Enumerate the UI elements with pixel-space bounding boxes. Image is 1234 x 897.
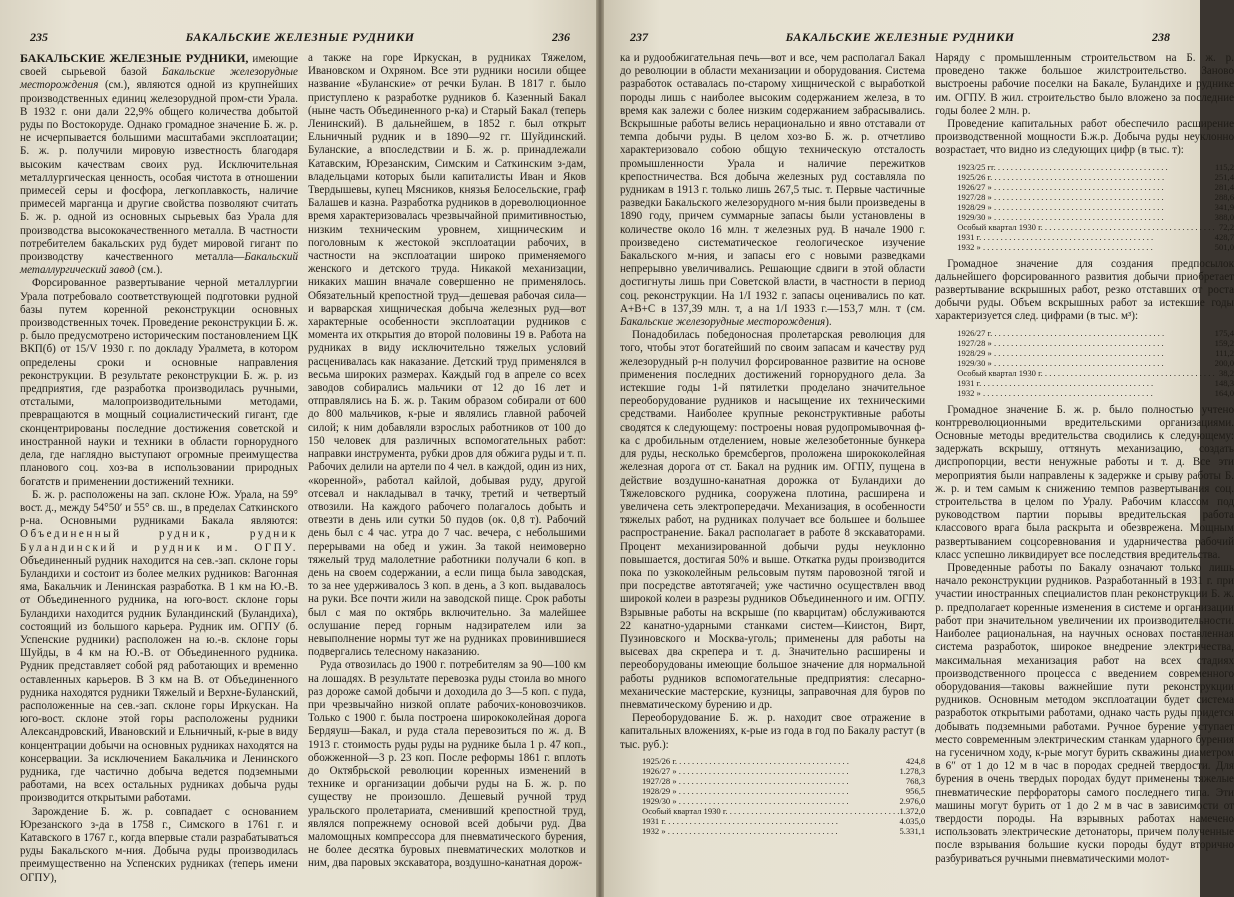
row-value: 164,0 xyxy=(1214,387,1234,398)
row-value: 956,5 xyxy=(905,785,926,796)
row-value: 1.372,0 xyxy=(899,805,926,816)
table-row xyxy=(957,192,1234,202)
paragraph: Руда отвозилась до 1900 г. потребителям за 90—100 км на лошадях. В результате перевозка руды стоила во много раз дороже самой добычи и доходила до 3—5 коп. с пуда, при чрезвычайно низкой оплате рабочих-коновозчиков. Только с 1900 г. была построена ширококолейная дорога Бердяуш—Бакал, и руда стала перевозиться по ж. д. В 1913 г. стоимость руды руды на руднике была 1 р. 47 коп., обожженной—3 р. 23 коп. После реформы 1861 г. вплоть до Октябрьской революции коренных изменений в технике и организации добычи руды на Б. ж. р. по существу не произошло. Дешевый ручной труд уральского пролетариата, сменивший крепостной труд, являлся попрежнему основой всей добычи руд. Два маломощных компрессора для пневматического бурения, не более десятка буровых пневматических молотков и ним, два паровых экскаватора, воздушно-канатная дорож- xyxy=(308,659,586,870)
text-columns xyxy=(620,52,1234,891)
table-row xyxy=(957,368,1234,378)
row-label: 1932 » . . . . . . . . . . . . . . . . . . . . . . . . . . . . . . . . . . . . . . . . xyxy=(957,241,1153,252)
row-label: 1923/25 гг. . . . . . . . . . . . . . . . . . . . . . . . . . . . . . . . . . . . . . . . . xyxy=(957,161,1168,172)
row-label: 1928/29 » . . . . . . . . . . . . . . . . . . . . . . . . . . . . . . . . . . . . . . . . xyxy=(957,201,1164,212)
column-2 xyxy=(308,52,586,891)
table-row xyxy=(642,796,925,806)
text-run: Б. ж. р. расположены на зап. склоне Юж. Урала, на 59° вост. д., между 54°50′ и 55° св. ш., в пределах Саткинского р-на. Основными рудниками Бакала являются: xyxy=(20,488,298,528)
row-value: 200,0 xyxy=(1214,357,1234,368)
row-value: 4.035,0 xyxy=(899,815,926,826)
row-value: 38,2 xyxy=(1218,367,1234,378)
row-value: 148,3 xyxy=(1214,377,1234,388)
cross-reference: Бакальские железорудные месторождения xyxy=(20,66,298,92)
table-row xyxy=(957,212,1234,222)
text-run: (см.). xyxy=(137,264,163,277)
text-run: ка и рудообжигательная печь—вот и все, чем располагал Бакал до революции в области механизации и оборудования. Система разработок оставалась по-старому хищнической с выработкой породы лишь с наиболее высоким содержанием железа, в то время как залежи с более низким содержанием забрасывались. Вскрышные работы велись нерационально и явно отставали от темпа добычи руды. В целом хоз-во Б. ж. р. отчетливо характеризовало собою общую техническую отсталость промышленности Урала и наличие пережитков крепостничества. Вся добыча железных руд составляла по рудникам в 1913 г. только лишь 267,5 тыс. т. Первые частичные разведки Бакальского железорудного м-ния были произведены в 1890 году, причем суммарные запасы были установлены в количестве около 16 млн. т железных руд. В начале 1900 г. произведено систематическое геологическое изучение Бакальского м-ния, и запасы его с новыми разведками непрерывно увеличивались. Решающие сдвиги в этой области достигнуты лишь при Советской власти, в частности в период соц. реконструкции. На 1/I 1932 г. запасы оценивались по кат. A+B+C в 137,39 млн. т, а на 1/I 1933 г.—153,7 млн. т (см. xyxy=(620,52,926,315)
right-page xyxy=(600,0,1234,897)
ore-output-table xyxy=(957,162,1234,252)
row-value: 288,6 xyxy=(1214,191,1234,202)
book-gutter xyxy=(596,0,604,897)
text-columns xyxy=(20,52,586,891)
row-label: 1926/27 г. . . . . . . . . . . . . . . . . . . . . . . . . . . . . . . . . . . . . . . . . xyxy=(957,327,1165,338)
row-label: 1926/27 » . . . . . . . . . . . . . . . . . . . . . . . . . . . . . . . . . . . . . . . . xyxy=(642,765,849,776)
table-row xyxy=(642,816,925,826)
row-label: 1931 г. . . . . . . . . . . . . . . . . . . . . . . . . . . . . . . . . . . . . . . . . xyxy=(957,231,1154,242)
row-value: 115,2 xyxy=(1214,161,1234,172)
row-label: 1926/27 » . . . . . . . . . . . . . . . . . . . . . . . . . . . . . . . . . . . . . . . . xyxy=(957,181,1164,192)
table-row xyxy=(957,222,1234,232)
spaced-text: Объединенный рудник, рудник Буландинский и рудник им. ОГПУ. xyxy=(20,528,298,554)
row-value: 424,8 xyxy=(905,755,926,766)
paragraph: Проведение капитальных работ обеспечило расширение производственной мощности Б.ж.р. Добыча руды неуклонно возрастает, что видно из следующих цифр (в тыс. т): xyxy=(935,118,1234,157)
cross-reference: Бакальский металлургический завод xyxy=(20,251,298,277)
left-page xyxy=(0,0,600,897)
paragraph xyxy=(20,52,298,277)
table-row xyxy=(957,172,1234,182)
page-number: 236 xyxy=(552,30,570,44)
paragraph: Наряду с промышленным строительством на Б. ж. р. проведено также большое жилстроительство. Заново выстроены рабочие поселки на Бакале, Буландихе и руднике им. ОГПУ. В жил. строительство было вложено за последние годы более 2 млн. р. xyxy=(935,52,1234,117)
row-label: 1925/26 г. . . . . . . . . . . . . . . . . . . . . . . . . . . . . . . . . . . . . . . . . xyxy=(957,171,1165,182)
table-row xyxy=(957,162,1234,172)
table-row xyxy=(957,328,1234,338)
row-value: 1.278,3 xyxy=(899,765,926,776)
row-value: 341,9 xyxy=(1214,201,1234,212)
row-label: 1927/28 » . . . . . . . . . . . . . . . . . . . . . . . . . . . . . . . . . . . . . . . . xyxy=(957,337,1164,348)
table-row xyxy=(642,766,925,776)
row-label: 1932 » . . . . . . . . . . . . . . . . . . . . . . . . . . . . . . . . . . . . . . . . xyxy=(957,387,1153,398)
paragraph: Проведенные работы по Бакалу означают только лишь начало реконструкции рудников. Разработанный в 1931 г. при участии иностранных специалистов план реконструкции Б. ж. р. предполагает коренные изменения в системе и организации работ при значительном увеличении их производительности. Наиболее рациональная, на научных основах поставленная система разработок, широкое внедрение электричества, максимальная механизация работ на всех стадиях производственного процесса с введением современного оборудования—таковы важнейшие пути реконструкции рудников. Основным методом эксплоатации будет система разработок открытыми работами, однако часть руды придется добывать подземными работами. Ручное бурение уступает место современным электрическим станкам ударного бурения на гусеничном ходу, к-рые могут бурить скважины диаметром в 6″ от 1 до 12 м в час в породах средней твердости. Для бурения в очень твердых породах будут применены тяжелые пневматические перфораторы самого последнего типа. Эти машины могут бурить от 1 до 2 м в час в зависимости от твердости породы. На взрывных работах намечено использовать электрические детонаторы, причем полученные после взрывания большие куски породы будут вторично разбуриваться ручными пневматическими молот- xyxy=(935,562,1234,865)
row-label: Особый квартал 1930 г. . . . . . . . . . . . . . . . . . . . . . . . . . . . . . . . . . . . . . . . . xyxy=(957,367,1215,378)
table-row xyxy=(642,826,925,836)
page-number: 235 xyxy=(30,30,48,44)
table-row xyxy=(957,378,1234,388)
paragraph xyxy=(620,52,925,329)
table-row xyxy=(642,806,925,816)
paragraph: а также на горе Иркускан, в рудниках Тяжелом, Ивановском и Охряном. Все эти рудники носили общее название «Буланские» от речки Булан. В 1817 г. было приступлено к разработке рудников б. Казенный Бакал (ныне часть Объединенного р-ка) и Старый Бакал (теперь Ленинский). В дальнейшем, в 1852 г. был открыт Ельничный рудник и в 1890—92 гг. Шуйдинский. Буланские, а впоследствии и Б. ж. р. принадлежали Катавским, Юрезанским, Симским и Саткинским з-дам, владельцами которых были капиталисты Иван и Яков Твердышевы, купец Мясников, князья Белосельские, граф Балашев и казна. Разработка рудников в дореволюционное время характеризовалась чрезвычайной примитивностью, низким техническим уровнем, хищническим и поголовным к жестокой эксплоатации рабочих, в частности на эксплоатации широко применяемого женского и детского труда. Никакой механизации, никаких машин вначале совершенно не применялось. Обязательный крепостной труд—дешевая рабочая сила—и варварская хищническая добыча железных руд—вот характерные особенности эксплоатации рудников с момента их открытия до второй половины 19 в. Работа на рудниках в виду исключительно тяжелых условий расценивалась как наказание. Детский труд применялся в весьма широких размерах. Каждый год в апреле со всех заводов собирались мальчики от 12 до 16 лет и отправлялись на Б. ж. р. Таким образом собирали от 600 до 800 мальчиков, к-рые и являлись главной рабочей силой; к ним добавляли взрослых работников от 100 до 150 человек для различных вспомогательных работ: направки инструмента, рубки дров для обжига руды и т. п. Рабочих делили на артели по 4 чел. в каждой, один из них, «коренной», работал кайлой, добывая руду, другой отсевал и накладывал в тачку, третий и четвертый отвозили. На каждого рабочего полагалось добыть и отвезти в день или сутки 50 пудов (ок. 0,8 т). Рабочий день был с 4 час. утра до 7 час. вечера, с небольшими перерывами на обед и ужин. За такой неимоверно тяжелый труд малолетние работники получали 6 коп. в день на своем содержании, а если пища была заводская, то за нее удерживалось 3 коп. в день, а 3 коп. выдавалось на руки. Все почти жили на заводской пище. Срок работы был с мая по октябрь включительно. За малейшее ослушание перед горным надзирателем или за невыполнение нормы тут же на рудниках провинившиеся подвергались телесному наказанию. xyxy=(308,52,586,659)
running-head-right xyxy=(614,30,1186,48)
text-run: Объединенный рудник находится на сев.-зап. склоне горы Буландихи и состоит из более мелких рудников: Вагонная яма, Бакальчик и Ленинская разработка. В 1 км на Ю.-В. от Объединенного рудника, на юго-вост. склоне горы Буландихи находится рудник Буландинский (Буландиха), состоящий из большого карьера. Рудник им. ОГПУ (б. Успенские рудники) расположен на ю.-в. склоне горы Шуйды, в 4 км на Ю.-В. от Объединенного рудника. Рудник представляет собой ряд работающих и временно оставленных карьеров. В 3 км на В. от Объединенного рудника находятся рудники Тяжелый и Верхне-Буланский, расположенные на сев.-зап. склоне горы Иркускан. На юго-вост. склоне этой горы расположены рудники Александровский, Ивановский и Ельничный, к-рые в виду концентрации добычи на основных рудниках находятся на консервации. За исключением Бакальчика и Ленинского рудника, где частично добыча ведется подземными работами, на всех остальных рудниках добыча руды производится открытыми работами. xyxy=(20,554,298,805)
row-value: 251,4 xyxy=(1214,171,1234,182)
paragraph: Зарождение Б. ж. р. совпадает с основанием Юрезанского з-да в 1758 г., Симского в 1761 г. и Катавского в 1767 г., когда впервые стали разрабатываться руды Бакальского м-ния. Добыча руды производилась преимущественно на Успенских рудниках (теперь имени ОГПУ), xyxy=(20,805,298,884)
table-row xyxy=(957,242,1234,252)
column-4 xyxy=(935,52,1234,891)
row-value: 5.331,1 xyxy=(899,825,926,836)
table-row xyxy=(957,348,1234,358)
row-label: 1925/26 г. . . . . . . . . . . . . . . . . . . . . . . . . . . . . . . . . . . . . . . . . xyxy=(642,755,849,766)
text-run: ). xyxy=(825,316,832,329)
row-label: 1929/30 » . . . . . . . . . . . . . . . . . . . . . . . . . . . . . . . . . . . . . . . . xyxy=(957,211,1164,222)
headword: БАКАЛЬСКИЕ ЖЕЛЕЗНЫЕ РУДНИКИ, xyxy=(20,51,249,65)
row-value: 2.976,0 xyxy=(899,795,926,806)
stripping-table xyxy=(957,328,1234,398)
paragraph: Понадобилась победоносная пролетарская революция для того, чтобы этот богатейший по своим запасам и качеству руд железорудный р-н получил форсированное развитие на основе применения последних достижений горнорудного дела. За истекшие годы 1-й пятилетки проделано значительное переоборудование рудников и насыщение их техническими средствами. Наиболее крупные реконструктивные работы сводятся к следующему: построены новая рудопромывочная ф-ка с дробильным отделением, новые железобетонные бункера для руды, несколько бремсбергов, проложена ширококолейная железная дорога от ст. Бакал на рудник им. ОГПУ, пущена в действие воздушно-канатная дорожка от Буландихи до Тяжеловского рудника, сооружена плотина, расширена и увеличена сеть электропередачи. Механизация, в особенности тяжелых работ, на рудниках получает все большее и большее распространение. Бакал располагает в работе 8 экскаваторами. Процент механизированной добычи руды неуклонно повышается, достигая 50% и выше. Откатка руды производится пока по узкоколейным рельсовым путям паровозной тягой и при посредстве автотягачей; уже частично осуществлен ввод широкой колеи в разрезы рудников Объединенного и им. ОГПУ. Взрывные работы на вскрыше (по кварцитам) обслуживаются 22 канатно-ударными станками систем—Киистон, Вирт, Пузиновского и Москва-уголь; применены для работы на высевах два скрепера и т. д. Значительно расширены и переоборудованы имеющие большое значение для нормальной работы рудников вспомогательные предприятия: слесарно-механические мастерские, кузницы, заправочная для буров по пневматическому бурению и др. xyxy=(620,329,926,711)
table-row xyxy=(957,232,1234,242)
row-label: 1932 » . . . . . . . . . . . . . . . . . . . . . . . . . . . . . . . . . . . . . . . . xyxy=(642,825,838,836)
running-title: БАКАЛЬСКИЕ ЖЕЛЕЗНЫЕ РУДНИКИ xyxy=(785,30,1015,44)
table-row xyxy=(957,358,1234,368)
row-label: 1928/29 » . . . . . . . . . . . . . . . . . . . . . . . . . . . . . . . . . . . . . . . . xyxy=(957,347,1164,358)
row-value: 501,0 xyxy=(1214,241,1234,252)
paragraph: Форсированное развертывание черной металлургии Урала потребовало соответствующей подготовки рудной базы путем коренной реконструкции основных производственных точек. Проведение реконструкции Б. ж. р. было предусмотрено историческим постановлением ЦК ВКП(б) от 15/V 1930 г. по докладу Уралмета, в котором определены сроки и основные направления реконструкции. В результате реконструкции Б. ж. р. из предприятия, где разработка производилась ручными, отсталыми, малопроизводительными методами, превращаются в мощный социалистический гигант, где сконцентрированы последние достижения советской и иностранной науки и техники в области горнорудного дела, где наглядно выступают огромные преимущества планового соц. хоз-ва в использовании природных богатств и применении достижений техники. xyxy=(20,277,298,488)
paragraph xyxy=(20,489,298,806)
row-value: 159,2 xyxy=(1214,337,1234,348)
page-number: 237 xyxy=(630,30,648,44)
table-row xyxy=(642,756,925,766)
table-row xyxy=(957,202,1234,212)
row-label: 1928/29 » . . . . . . . . . . . . . . . . . . . . . . . . . . . . . . . . . . . . . . . . xyxy=(642,785,849,796)
row-value: 111,2 xyxy=(1215,347,1234,358)
row-value: 388,0 xyxy=(1214,211,1234,222)
row-value: 428,7 xyxy=(1214,231,1234,242)
row-label: 1931 г. . . . . . . . . . . . . . . . . . . . . . . . . . . . . . . . . . . . . . . . . xyxy=(957,377,1154,388)
row-label: 1931 г. . . . . . . . . . . . . . . . . . . . . . . . . . . . . . . . . . . . . . . . . xyxy=(642,815,838,826)
investment-table xyxy=(642,756,925,836)
row-label: 1927/28 » . . . . . . . . . . . . . . . . . . . . . . . . . . . . . . . . . . . . . . . . xyxy=(642,775,849,786)
text-run: (см.), являются одной из крупнейших производственных единиц железорудной пром-сти Урала. В 1932 г. они дали 22,9% общего количества добытой руды по Востокоруде. Однако громадное значение Б. ж. р. не исчерпывается большими масштабами эксплоатации; Б. ж. р. получили мировую известность благодаря высоким качествам своих руд. Исключительная металлургическая ценность, особая чистота в отношении примесей серы и фосфора, легкоплавкость, наличие примесей марганца и другие свойства позволяют считать Б. ж. р. одной из основных сырьевых баз Урала для производства высококачественного металла. В частности потребителем бакальских руд будет мировой гигант по производству качественного металла— xyxy=(20,79,299,264)
table-row xyxy=(642,786,925,796)
row-value: 72,2 xyxy=(1218,221,1234,232)
table-row xyxy=(642,776,925,786)
row-label: 1929/30 » . . . . . . . . . . . . . . . . . . . . . . . . . . . . . . . . . . . . . . . . xyxy=(642,795,849,806)
column-3 xyxy=(620,52,925,891)
row-value: 281,4 xyxy=(1214,181,1234,192)
paragraph: Громадное значение для создания предпосылок дальнейшего форсированного развития добычи приобретает развертывание вскрышных работ, резко отставших от роста добычи руды. Объем вскрышных работ за истекшие годы характеризуется след. цифрами (в тыс. м³): xyxy=(935,257,1234,323)
table-row xyxy=(957,182,1234,192)
row-label: 1929/30 » . . . . . . . . . . . . . . . . . . . . . . . . . . . . . . . . . . . . . . . . xyxy=(957,357,1164,368)
row-label: Особый квартал 1930 г. . . . . . . . . . . . . . . . . . . . . . . . . . . . . . . . . . . . . . . . . xyxy=(642,805,900,816)
running-head-left xyxy=(14,30,586,48)
row-value: 175,4 xyxy=(1214,327,1234,338)
row-label: Особый квартал 1930 г. . . . . . . . . . . . . . . . . . . . . . . . . . . . . . . . . . . . . . . . . xyxy=(957,221,1215,232)
page-number: 238 xyxy=(1152,30,1170,44)
paragraph: Громадное значение Б. ж. р. было полностью учтено контрреволюционными вредительскими организациями. Основные методы вредительства сводились к следующему: задержать вскрышу, оттянуть механизацию, создать диспропорции, вести ненужные работы и т. д. Все эти мероприятия были направлены к задержке и срыву работы Б. ж. р. и тем самым к снижению темпов развертывания соц. строительства в целом по Уралу. Рабочим классом под руководством партии порывы вредительская работа классового врага была раскрыта и обезврежена. Мощным развертыванием соцсоревнования и ударничества рабочий класс успешно ликвидирует все последствия вредительства. xyxy=(935,403,1234,561)
cross-reference: Бакальские железорудные месторождения xyxy=(620,316,826,329)
table-row xyxy=(957,388,1234,398)
table-row xyxy=(957,338,1234,348)
column-1 xyxy=(20,52,298,891)
row-label: 1927/28 » . . . . . . . . . . . . . . . . . . . . . . . . . . . . . . . . . . . . . . . . xyxy=(957,191,1164,202)
running-title: БАКАЛЬСКИЕ ЖЕЛЕЗНЫЕ РУДНИКИ xyxy=(185,30,415,44)
row-value: 768,3 xyxy=(905,775,926,786)
text-run: имеющие своей сырьевой базой xyxy=(20,53,298,79)
paragraph: Переоборудование Б. ж. р. находит свое отражение в капитальных вложениях, к-рые из года в год по Бакалу растут (в тыс. руб.): xyxy=(620,712,926,751)
